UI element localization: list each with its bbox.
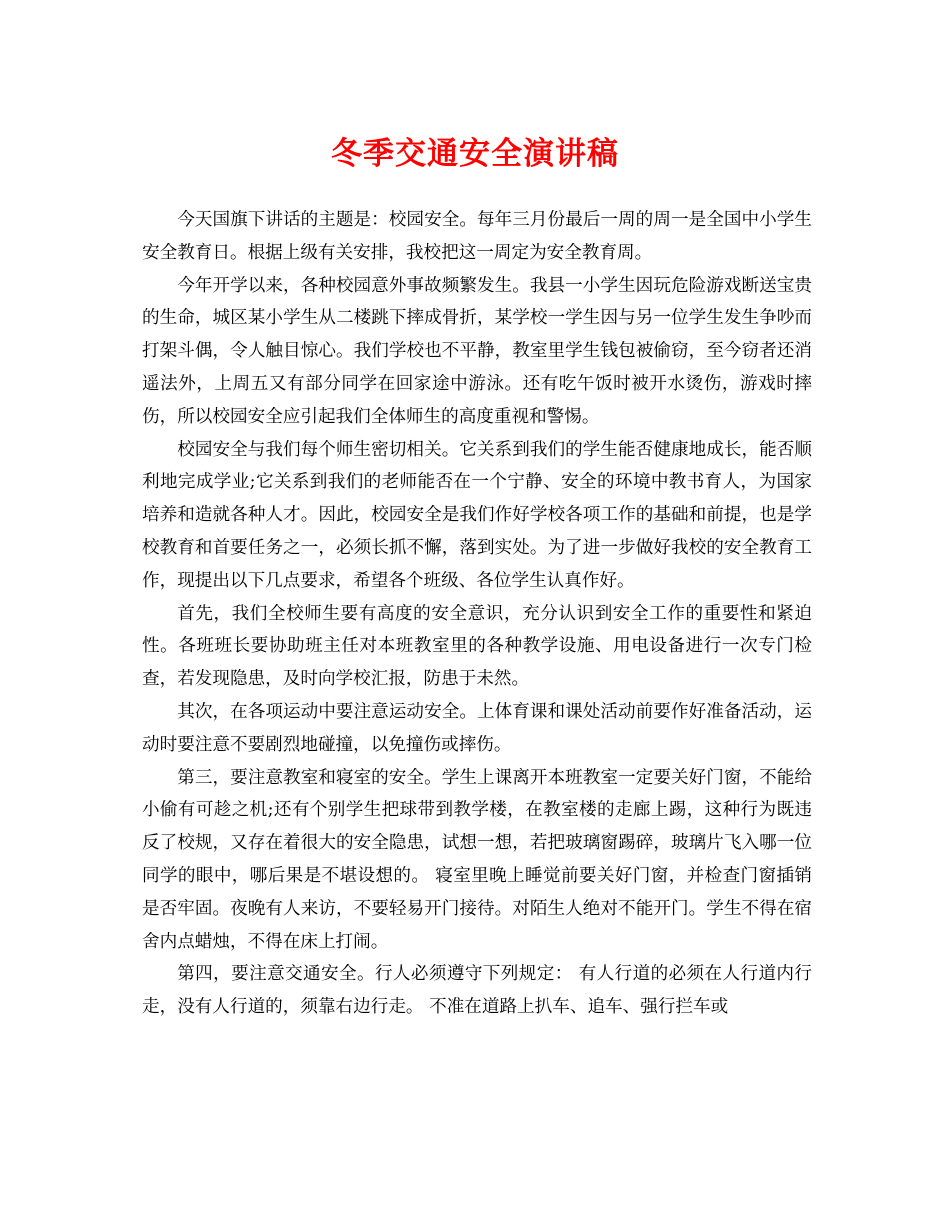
paragraph-1: 今天国旗下讲话的主题是：校园安全。每年三月份最后一周的周一是全国中小学生安全教育日。根据上级有关安排，我校把这一周定为安全教育周。 xyxy=(142,210,812,263)
paragraph-3: 校园安全与我们每个师生密切相关。它关系到我们的学生能否健康地成长，能否顺利地完成学业;它关系到我们的老师能否在一个宁静、安全的环境中教书育人，为国家培养和造就各种人才。因此，校园安全是我们作好学校各项工作的基础和前提，也是学校教育和首要任务之一，必须长抓不懈，落到实处。为了进一步做好我校的安全教育工作，现提出以下几点要求，希望各个班级、各位学生认真作好。 xyxy=(142,439,812,591)
paragraph-6: 第三，要注意教室和寝室的安全。学生上课离开本班教室一定要关好门窗，不能给小偷有可趁之机;还有个别学生把球带到教学楼，在教室楼的走廊上踢，这种行为既违反了校规，又存在着很大的安全隐患，试想一想，若把玻璃窗踢碎，玻璃片飞入哪一位同学的眼中，哪后果是不堪设想的。 寝室里晚上睡觉前要关好门窗，并检查门窗插销是否牢固。夜晚有人来访，不要轻易开门接待。对陌生人绝对不能开门。学生不得在宿舍内点蜡烛，不得在床上打闹。 xyxy=(142,767,812,952)
paragraph-5: 其次，在各项运动中要注意运动安全。上体育课和课处活动前要作好准备活动，运动时要注意不要剧烈地碰撞，以免撞伤或摔伤。 xyxy=(142,701,812,755)
paragraph-7: 第四，要注意交通安全。行人必须遵守下列规定： 有人行道的必须在人行道内行走，没有人行道的，须靠右边行走。 不准在道路上扒车、追车、强行拦车或 xyxy=(142,964,812,1018)
paragraph-4: 首先，我们全校师生要有高度的安全意识，充分认识到安全工作的重要性和紧迫性。各班班长要协助班主任对本班教室里的各种教学设施、用电设备进行一次专门检查，若发现隐患，及时向学校汇报，防患于未然。 xyxy=(142,603,812,690)
document-title: 冬季交通安全演讲稿 xyxy=(331,136,619,172)
document-body xyxy=(142,204,812,1024)
paragraph-2: 今年开学以来，各种校园意外事故频繁发生。我县一小学生因玩危险游戏断送宝贵的生命，城区某小学生从二楼跳下摔成骨折，某学校一学生因与另一位学生发生争吵而打架斗偶，令人触目惊心。我们学校也不平静，教室里学生钱包被偷窃，至今窃者还消遥法外，上周五又有部分同学在回家途中游泳。还有吃午饭时被开水烫伤，游戏时摔伤，所以校园安全应引起我们全体师生的高度重视和警惕。 xyxy=(142,275,812,427)
